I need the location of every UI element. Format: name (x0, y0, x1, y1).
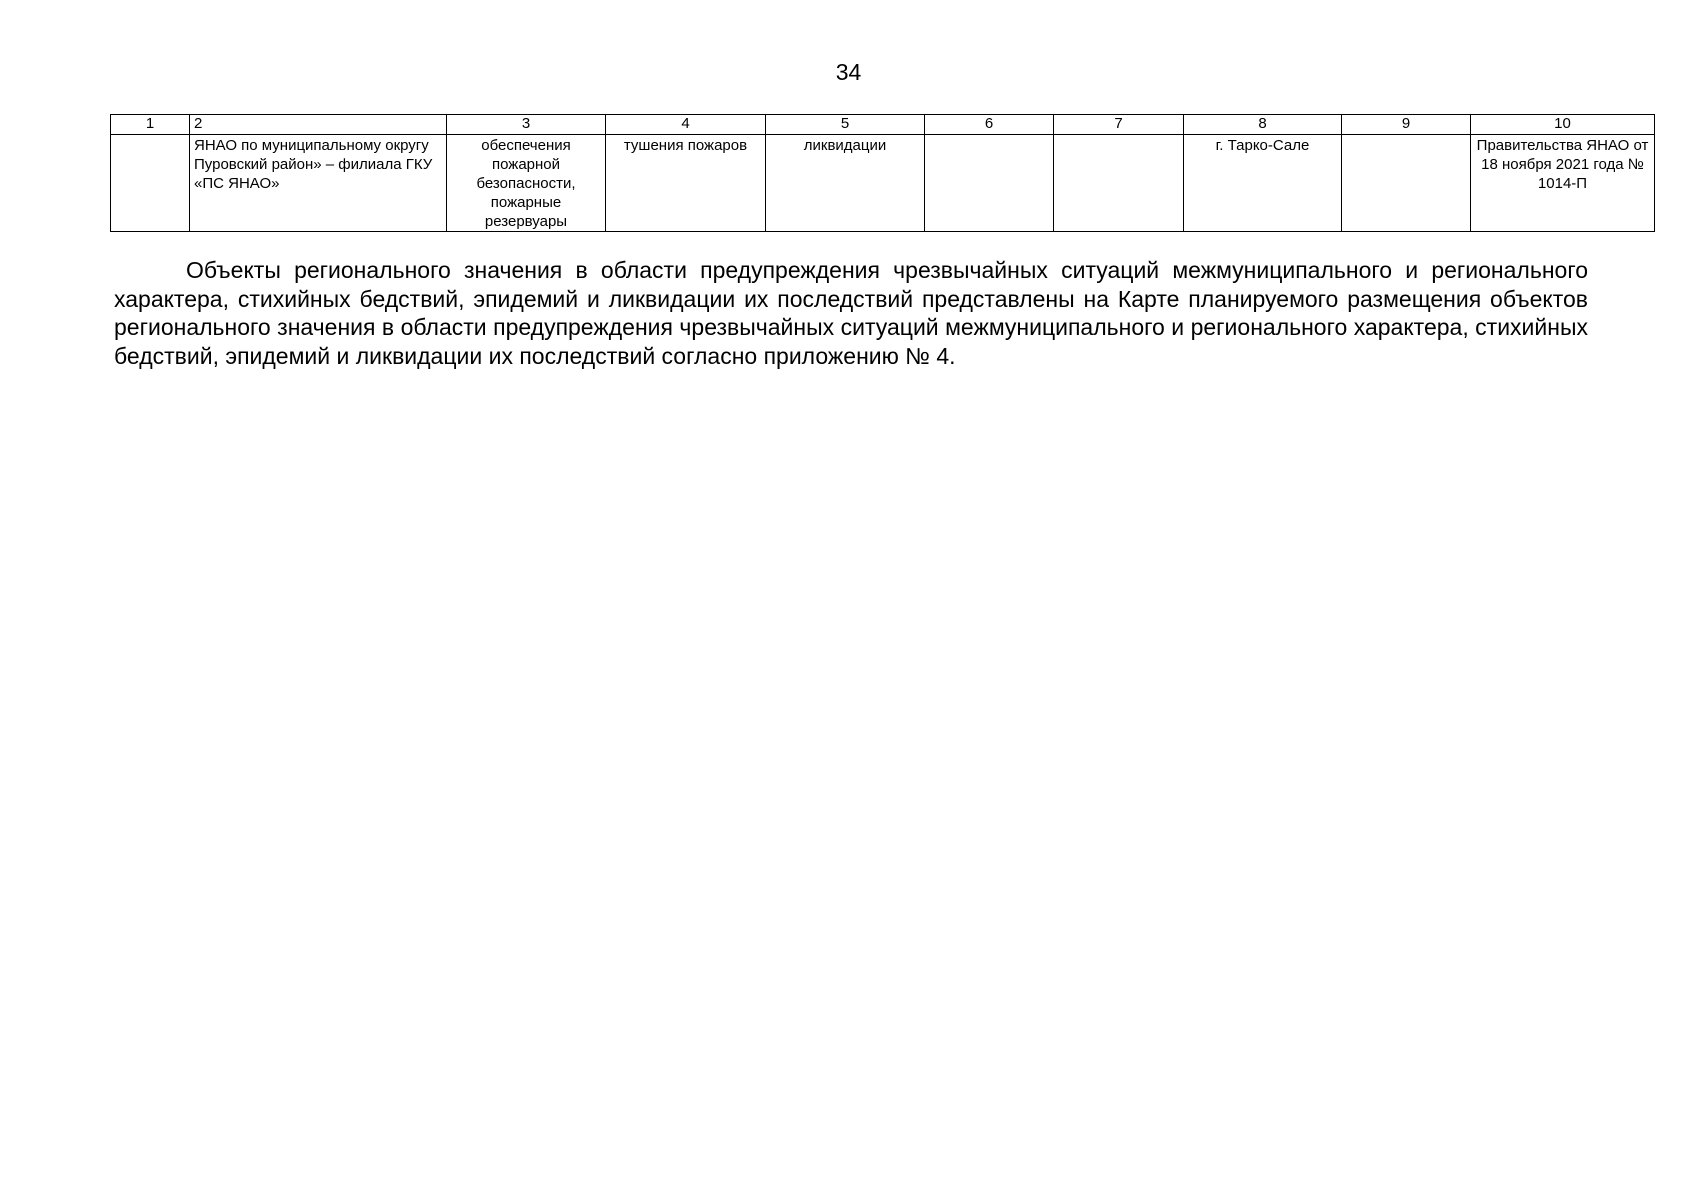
table-cell: ЯНАО по муниципальному округу Пуровский район» – филиала ГКУ «ПС ЯНАО» (190, 135, 447, 232)
page-number: 34 (835, 59, 862, 85)
objects-table (110, 114, 1655, 232)
column-number-10: 10 (1471, 115, 1655, 135)
table-row (111, 135, 1655, 232)
body-paragraph: Объекты регионального значения в области предупреждения чрезвычайных ситуаций межмуниципального и регионального характера, стихийных бедствий, эпидемий и ликвидации их последствий представлены на Карте планируемого размещения объектов регионального значения в области предупреждения чрезвычайных ситуаций межмуниципального и регионального характера, стихийных бедствий, эпидемий и ликвидации их последствий согласно приложению № 4. (114, 257, 1588, 369)
table-cell (1054, 135, 1184, 232)
column-number-6: 6 (925, 115, 1054, 135)
column-number-8: 8 (1184, 115, 1342, 135)
table-cell (111, 135, 190, 232)
table-header-row (111, 115, 1655, 135)
column-number-3: 3 (447, 115, 606, 135)
column-number-1: 1 (111, 115, 190, 135)
column-number-7: 7 (1054, 115, 1184, 135)
table-cell (1342, 135, 1471, 232)
column-number-4: 4 (606, 115, 766, 135)
table-cell: тушения пожаров (606, 135, 766, 232)
column-number-5: 5 (766, 115, 925, 135)
column-number-9: 9 (1342, 115, 1471, 135)
table-cell: Правительства ЯНАО от 18 ноября 2021 года № 1014-П (1471, 135, 1655, 232)
table-cell (925, 135, 1054, 232)
table-cell: обеспечения пожарной безопасности, пожарные резервуары (447, 135, 606, 232)
table-cell: г. Тарко-Сале (1184, 135, 1342, 232)
column-number-2: 2 (190, 115, 447, 135)
table-cell: ликвидации (766, 135, 925, 232)
